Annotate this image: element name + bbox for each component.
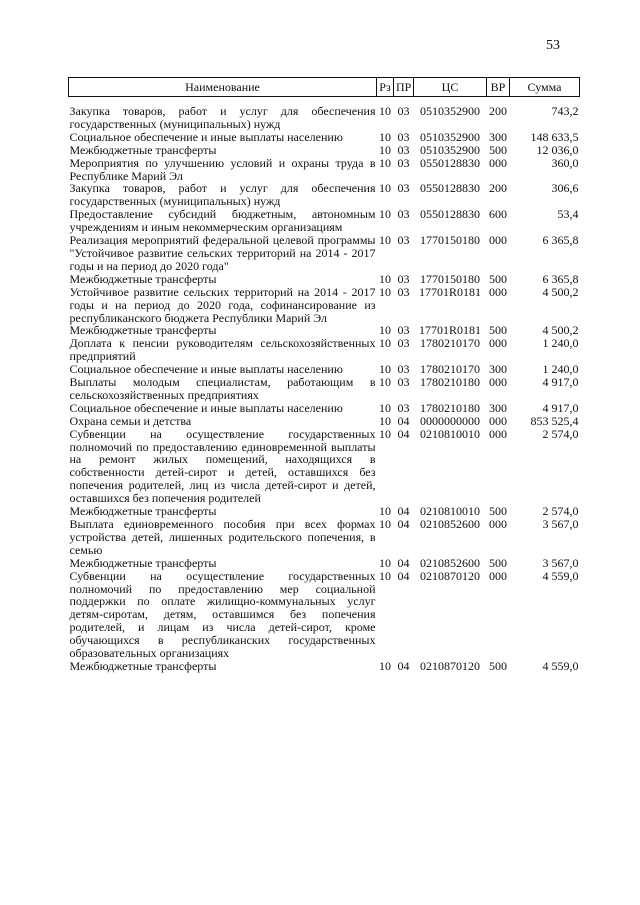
cell-name: Социальное обеспечение и иные выплаты населению xyxy=(69,362,343,377)
cell-pr: 03 xyxy=(397,375,410,390)
header-cs: ЦС xyxy=(414,78,487,97)
cell-vr: 000 xyxy=(489,413,507,428)
cell-pr: 04 xyxy=(397,426,410,441)
cell-cs: 0000000000 xyxy=(420,413,480,428)
cell-cs: 0210810010 xyxy=(420,504,480,519)
table-row xyxy=(69,518,580,557)
cell-name: Мероприятия по улучшению условий и охраны труда в Республике Марий Эл xyxy=(69,155,376,183)
cell-rz: 10 xyxy=(379,517,391,531)
cell-cs: 0510352900 xyxy=(420,104,480,118)
table-row xyxy=(69,144,580,157)
cell-name: Межбюджетные трансферты xyxy=(69,271,217,286)
cell-pr: 03 xyxy=(397,142,410,157)
cell-rz: 10 xyxy=(379,181,391,196)
header-pr: ПР xyxy=(394,78,414,97)
cell-rz: 10 xyxy=(379,323,391,338)
cell-vr: 000 xyxy=(489,426,507,441)
cell-vr: 000 xyxy=(489,517,507,531)
cell-name: Социальное обеспечение и иные выплаты населению xyxy=(69,129,343,144)
cell-pr: 03 xyxy=(397,284,410,299)
cell-name: Выплата единовременного пособия при всех формах устройства детей, лишенных родительского попечения, в семью xyxy=(69,517,376,557)
table-row xyxy=(69,557,580,570)
cell-cs: 0550128830 xyxy=(420,207,480,222)
cell-name: Доплата к пенсии руководителям сельскохозяйственных предприятий xyxy=(69,336,376,364)
cell-rz: 10 xyxy=(379,284,391,299)
cell-name: Субвенции на осуществление государственных полномочий по предоставлению мер социальной поддержки по оплате жилищно-коммунальных услуг детям-сиротам, детям, оставшимся без попечения родителей, и лицам из числа детей-сирот, кроме обучающихся в республиканских государственных образовательных организациях xyxy=(69,568,376,661)
cell-name: Межбюджетные трансферты xyxy=(69,142,217,157)
cell-name: Межбюджетные трансферты xyxy=(69,555,217,570)
cell-rz: 10 xyxy=(379,658,391,673)
cell-cs: 1780210180 xyxy=(420,400,480,415)
cell-pr: 03 xyxy=(397,336,410,351)
cell-sum: 306,6 xyxy=(551,181,579,196)
cell-cs: 1780210170 xyxy=(420,362,480,377)
cell-vr: 500 xyxy=(489,555,507,570)
cell-rz: 10 xyxy=(379,413,391,428)
table-row xyxy=(69,273,580,286)
cell-cs: 17701R0181 xyxy=(418,323,481,338)
cell-name: Устойчивое развитие сельских территорий на 2014 - 2017 годы и на период до 2020 года, софинансирование из республиканского бюджета Республики Марий Эл xyxy=(69,284,376,325)
cell-pr: 03 xyxy=(397,104,410,118)
table-row xyxy=(69,660,580,673)
cell-cs: 1770150180 xyxy=(420,271,480,286)
cell-rz: 10 xyxy=(379,271,391,286)
cell-vr: 500 xyxy=(489,323,507,338)
cell-sum: 4 917,0 xyxy=(542,400,579,415)
cell-pr: 03 xyxy=(397,400,410,415)
table-row xyxy=(69,415,580,428)
cell-pr: 04 xyxy=(397,555,410,570)
cell-vr: 500 xyxy=(489,142,507,157)
cell-rz: 10 xyxy=(379,400,391,415)
cell-cs: 17701R0181 xyxy=(418,284,481,299)
cell-sum: 743,2 xyxy=(551,104,579,118)
cell-vr: 000 xyxy=(489,233,507,248)
cell-cs: 0510352900 xyxy=(420,129,480,144)
cell-cs: 0210810010 xyxy=(420,426,480,441)
cell-rz: 10 xyxy=(379,104,391,118)
cell-name: Охрана семьи и детства xyxy=(69,413,192,428)
cell-sum: 2 574,0 xyxy=(542,504,579,519)
cell-sum: 853 525,4 xyxy=(530,413,579,428)
table-row xyxy=(69,182,580,208)
cell-rz: 10 xyxy=(379,207,391,222)
cell-cs: 1780210170 xyxy=(420,336,480,351)
cell-rz: 10 xyxy=(379,568,391,583)
cell-cs: 0210852600 xyxy=(420,555,480,570)
cell-vr: 200 xyxy=(489,181,507,196)
cell-sum: 1 240,0 xyxy=(542,362,579,377)
cell-name: Межбюджетные трансферты xyxy=(69,504,217,519)
cell-sum: 148 633,5 xyxy=(530,129,579,144)
cell-vr: 000 xyxy=(489,284,507,299)
cell-vr: 300 xyxy=(489,400,507,415)
cell-pr: 03 xyxy=(397,181,410,196)
cell-vr: 200 xyxy=(489,104,507,118)
cell-sum: 12 036,0 xyxy=(536,142,579,157)
cell-rz: 10 xyxy=(379,555,391,570)
cell-sum: 3 567,0 xyxy=(542,517,579,531)
cell-rz: 10 xyxy=(379,129,391,144)
table-row xyxy=(69,208,580,234)
cell-pr: 03 xyxy=(397,155,410,170)
cell-sum: 4 500,2 xyxy=(542,284,579,299)
cell-name: Субвенции на осуществление государственных полномочий по предоставлению единовременной выплаты на ремонт жилых помещений, находящихся в собственности детей-сирот и детей, оставшихся без попечения родителей, лиц из числа детей-сирот и детей, оставшихся без попечения родителей xyxy=(69,426,376,506)
cell-name: Предоставление субсидий бюджетным, автономным учреждениям и иным некоммерческим организациям xyxy=(69,207,376,235)
cell-pr: 03 xyxy=(397,323,410,338)
cell-vr: 300 xyxy=(489,362,507,377)
cell-sum: 3 567,0 xyxy=(542,555,579,570)
table-row xyxy=(69,402,580,415)
page-number: 53 xyxy=(546,38,560,53)
table-row xyxy=(69,157,580,183)
cell-pr: 03 xyxy=(397,362,410,377)
cell-vr: 500 xyxy=(489,658,507,673)
cell-vr: 000 xyxy=(489,375,507,390)
cell-rz: 10 xyxy=(379,375,391,390)
table-row xyxy=(69,428,580,505)
cell-vr: 000 xyxy=(489,336,507,351)
cell-pr: 04 xyxy=(397,413,410,428)
table-row xyxy=(69,337,580,363)
cell-name: Социальное обеспечение и иные выплаты населению xyxy=(69,400,343,415)
budget-table xyxy=(68,77,580,673)
cell-pr: 04 xyxy=(397,504,410,519)
cell-vr: 600 xyxy=(489,207,507,222)
cell-name: Выплаты молодым специалистам, работающим в сельскохозяйственных предприятиях xyxy=(69,375,376,402)
cell-sum: 6 365,8 xyxy=(542,233,579,248)
cell-sum: 4 917,0 xyxy=(542,375,579,390)
cell-vr: 500 xyxy=(489,271,507,286)
cell-pr: 04 xyxy=(397,658,410,673)
cell-name: Межбюджетные трансферты xyxy=(69,658,217,673)
table-row xyxy=(69,131,580,144)
cell-cs: 0210870120 xyxy=(420,658,480,673)
cell-vr: 000 xyxy=(489,155,507,170)
table-row xyxy=(69,105,580,131)
cell-cs: 0550128830 xyxy=(420,155,480,170)
cell-cs: 0210852600 xyxy=(420,517,480,531)
cell-cs: 0550128830 xyxy=(420,181,480,196)
cell-name: Межбюджетные трансферты xyxy=(69,323,217,338)
header-rz: Рз xyxy=(377,78,394,97)
cell-cs: 0510352900 xyxy=(420,142,480,157)
cell-sum: 4 559,0 xyxy=(542,658,579,673)
table-row xyxy=(69,286,580,325)
cell-pr: 04 xyxy=(397,517,410,531)
cell-sum: 4 500,2 xyxy=(542,323,579,338)
cell-rz: 10 xyxy=(379,362,391,377)
cell-rz: 10 xyxy=(379,233,391,248)
cell-pr: 03 xyxy=(397,233,410,248)
cell-sum: 1 240,0 xyxy=(542,336,579,351)
header-name: Наименование xyxy=(69,78,377,97)
cell-rz: 10 xyxy=(379,142,391,157)
cell-pr: 03 xyxy=(397,129,410,144)
cell-sum: 2 574,0 xyxy=(542,426,579,441)
cell-sum: 53,4 xyxy=(557,207,579,222)
cell-name: Реализация мероприятий федеральной целевой программы "Устойчивое развитие сельских территорий на 2014 - 2017 годы и на период до 2020 года" xyxy=(69,233,376,273)
cell-vr: 500 xyxy=(489,504,507,519)
cell-rz: 10 xyxy=(379,426,391,441)
cell-sum: 360,0 xyxy=(551,155,579,170)
cell-rz: 10 xyxy=(379,504,391,519)
cell-name: Закупка товаров, работ и услуг для обеспечения государственных (муниципальных) нужд xyxy=(69,104,376,131)
table-row xyxy=(69,570,580,660)
cell-cs: 1770150180 xyxy=(420,233,480,248)
cell-vr: 300 xyxy=(489,129,507,144)
table-row xyxy=(69,234,580,273)
cell-pr: 03 xyxy=(397,271,410,286)
cell-name: Закупка товаров, работ и услуг для обеспечения государственных (муниципальных) нужд xyxy=(69,181,376,209)
cell-cs: 1780210180 xyxy=(420,375,480,390)
cell-rz: 10 xyxy=(379,155,391,170)
cell-pr: 04 xyxy=(397,568,410,583)
cell-pr: 03 xyxy=(397,207,410,222)
table-row xyxy=(69,376,580,402)
cell-cs: 0210870120 xyxy=(420,568,480,583)
cell-vr: 000 xyxy=(489,568,507,583)
cell-sum: 4 559,0 xyxy=(542,568,579,583)
table-header-row xyxy=(69,78,580,97)
header-sum: Сумма xyxy=(510,78,580,97)
cell-sum: 6 365,8 xyxy=(542,271,579,286)
header-vr: ВР xyxy=(487,78,510,97)
cell-rz: 10 xyxy=(379,336,391,351)
